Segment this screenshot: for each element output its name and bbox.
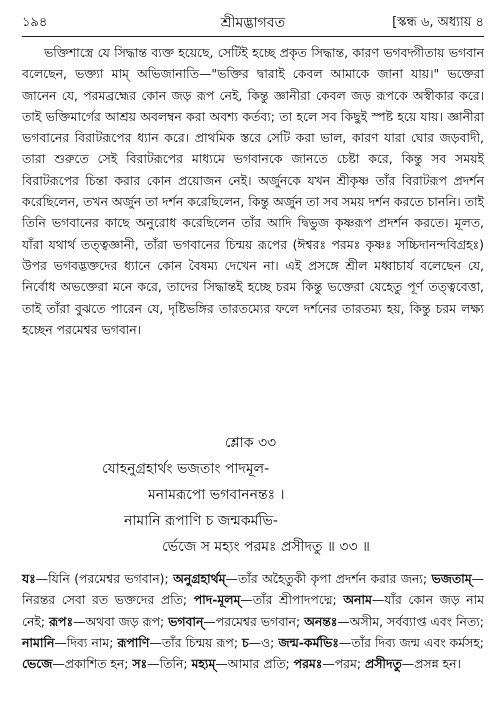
synonym-term: রূপঃ xyxy=(49,613,74,629)
synonym-term: ভেজে xyxy=(22,656,53,672)
synonym-meaning: তাঁর শ্রীপাদপদ্মে xyxy=(252,592,333,608)
synonym-term: প্রসীদতু xyxy=(365,656,402,672)
verse-text xyxy=(0,456,501,560)
synonym-term: পরমঃ xyxy=(293,656,323,672)
page-number: ১৯৪ xyxy=(22,15,48,30)
synonym-meaning: যাঁর কোন জড় নাম নেই xyxy=(22,592,484,629)
synonym-meaning: নিরন্তর সেবা রত ভক্তদের প্রতি xyxy=(22,592,183,608)
synonym-meaning: প্রকাশিত হন xyxy=(64,656,125,672)
verse-line: নামানি রূপাণি চ জন্মকর্মভি- xyxy=(124,513,278,529)
synonyms-paragraph: যঃ—যিনি (পরমেশ্বর ভগবান); অনুগ্রহার্থম্—তাঁর অহৈতুকী কৃপা প্রদর্শন করার জন্য; ভজতাম্—নিরন্তর সেবা রত ভক্তদের প্রতি; পাদ-মূলম্—তাঁর শ্রীপাদপদ্মে; অনাম—যাঁর কোন জড় নাম নেই; রূপঃ—অথবা জড় রূপ; ভগবান্—পরমেশ্বর ভগবান; অনন্তঃ—অসীম, সর্বব্যাপ্ত এবং নিত্য; নামানি—দিব্য নাম; রূপাণি—তাঁর চিন্ময় রূপ; চ—ও; জন্ম-কর্মভিঃ—তাঁর দিব্য জন্ম এবং কর্মসহ; ভেজে—প্রকাশিত হন; সঃ—তিনি; মহ্যম্—আমার প্রতি; পরমঃ—পরম; প্রসীদতু—প্রসন্ন হন। xyxy=(22,571,484,672)
verse-line: মনামরূপো ভগবাননন্তঃ । xyxy=(148,487,285,503)
synonym-term: অনাম xyxy=(343,592,372,608)
synonym-meaning: আমার প্রতি xyxy=(227,656,286,672)
synonym-term: মহ্যম্ xyxy=(191,656,216,672)
verse-line: র্ভেজে স মহ্যং পরমঃ প্রসীদতু ॥ ৩৩ ॥ xyxy=(162,539,370,555)
synonym-term: অনুগ্রহার্থম্ xyxy=(173,571,226,586)
header-divider xyxy=(22,36,484,37)
synonym-term: যঃ xyxy=(22,571,36,586)
purport-paragraph: ভক্তিশাস্ত্রে যে সিদ্ধান্ত ব্যক্ত হয়েছে, সেটিই হচ্ছে প্রকৃত সিদ্ধান্ত, কারণ ভগবদ্গীতায় ভগবান বলেছেন, ভক্ত্যা মাম্ অভিজানাতি—"ভক্তির দ্বারাই কেবল আমাকে জানা যায়।" ভক্তেরা জানেন যে, পরমব্রহ্মের কোন জড় রূপ নেই, কিন্তু জ্ঞানীরা কেবল জড় রূপকে অস্বীকার করে। তাই ভক্তিমার্গের আশ্রয় অবলম্বন করা অবশ্য কর্তব্য; তা হলে সব কিছুই স্পষ্ট হয়ে যায়। জ্ঞানীরা ভগবানের বিরাটরূপের ধ্যান করে। প্রাথমিক স্তরে সেটি করা ভাল, কারণ যারা ঘোর জড়বাদী, তারা শুরুতে সেই বিরাটরূপের মাধ্যমে ভগবানকে জানতে চেষ্টা করে, কিন্তু সব সময়ই বিরাটরূপের চিন্তা করার কোন প্রয়োজন নেই। অর্জুনকে যখন শ্রীকৃষ্ণ তাঁর বিরাটরূপ প্রদর্শন করেছিলেন, তখন অর্জুন তা দর্শন করেছিলেন, কিন্তু অর্জুন তা সব সময় দর্শন করতে চাননি। তাই তিনি ভগবানের কাছে অনুরোধ করেছিলেন তাঁর আদি দ্বিভুজ কৃষ্ণরূপ প্রদর্শন করতে। মূলত, যাঁরা যথার্থ তত্ত্বজ্ঞানী, তাঁরা ভগবানের চিন্ময় রূপের (ঈশ্বরঃ পরমঃ কৃষ্ণঃ সচ্চিদানন্দবিগ্রহঃ) উপর ভগবদ্ভক্তদের ধ্যানে কোন বৈষম্য দেখেন না। এই প্রসঙ্গে শ্রীল মধ্বাচার্য বলেছেন যে, নির্বোধ অভক্তেরা মনে করে, তাদের সিদ্ধান্তই হচ্ছে চরম কিন্তু ভক্তেরা যেহেতু পূর্ণ তত্ত্ববেত্তা, তাই তাঁরা বুঝতে পারেন যে, দৃষ্টিভঙ্গির তারতম্যের ফলে দর্শনের তারতম্য হয়, কিন্তু চরম লক্ষ্য হচ্ছেন পরমেশ্বর ভগবান। xyxy=(22,45,484,337)
synonym-term: ভজতাম্ xyxy=(431,571,472,586)
synonym-term: সঃ xyxy=(132,656,148,672)
synonym-meaning: দিব্য নাম xyxy=(66,634,110,650)
synonym-meaning: ও xyxy=(261,634,271,650)
synonym-meaning: পরম xyxy=(334,656,357,672)
book-title: শ্রীমদ্ভাগবত xyxy=(220,15,286,31)
synonym-meaning: পরমেশ্বর ভগবান xyxy=(215,613,296,629)
chapter-reference: [স্কন্ধ ৬, অধ্যায় ৪ xyxy=(392,15,484,30)
verse-line: যোহনুগ্রহার্থং ভজতাং পাদমূল- xyxy=(102,461,270,477)
synonym-meaning: তিনি xyxy=(159,656,184,672)
synonym-meaning: যিনি (পরমেশ্বর ভগবান) xyxy=(48,571,165,586)
synonym-term: পাদ-মূলম্ xyxy=(193,592,241,608)
synonym-term: অনন্তঃ xyxy=(304,613,338,629)
synonym-term: নামানি xyxy=(22,634,55,650)
synonym-meaning: অসীম, সর্বব্যাপ্ত এবং নিত্য xyxy=(349,613,480,629)
synonym-term: চ xyxy=(241,634,249,650)
synonym-meaning: তাঁর দিব্য জন্ম এবং কর্মসহ xyxy=(351,634,480,650)
synonym-meaning: অথবা জড় রূপ xyxy=(85,613,160,629)
synonym-term: ভগবান্ xyxy=(168,613,204,629)
synonym-term: জন্ম-কর্মভিঃ xyxy=(278,634,339,650)
page-header xyxy=(22,12,484,34)
synonym-term: রূপাণি xyxy=(117,634,150,650)
verse-heading: শ্লোক ৩৩ xyxy=(224,435,277,451)
synonym-meaning: প্রসন্ন হন। xyxy=(414,656,461,672)
synonym-meaning: তাঁর অহৈতুকী কৃপা প্রদর্শন করার জন্য xyxy=(237,571,423,586)
synonym-meaning: তাঁর চিন্ময় রূপ xyxy=(161,634,234,650)
purport-text xyxy=(22,42,484,340)
